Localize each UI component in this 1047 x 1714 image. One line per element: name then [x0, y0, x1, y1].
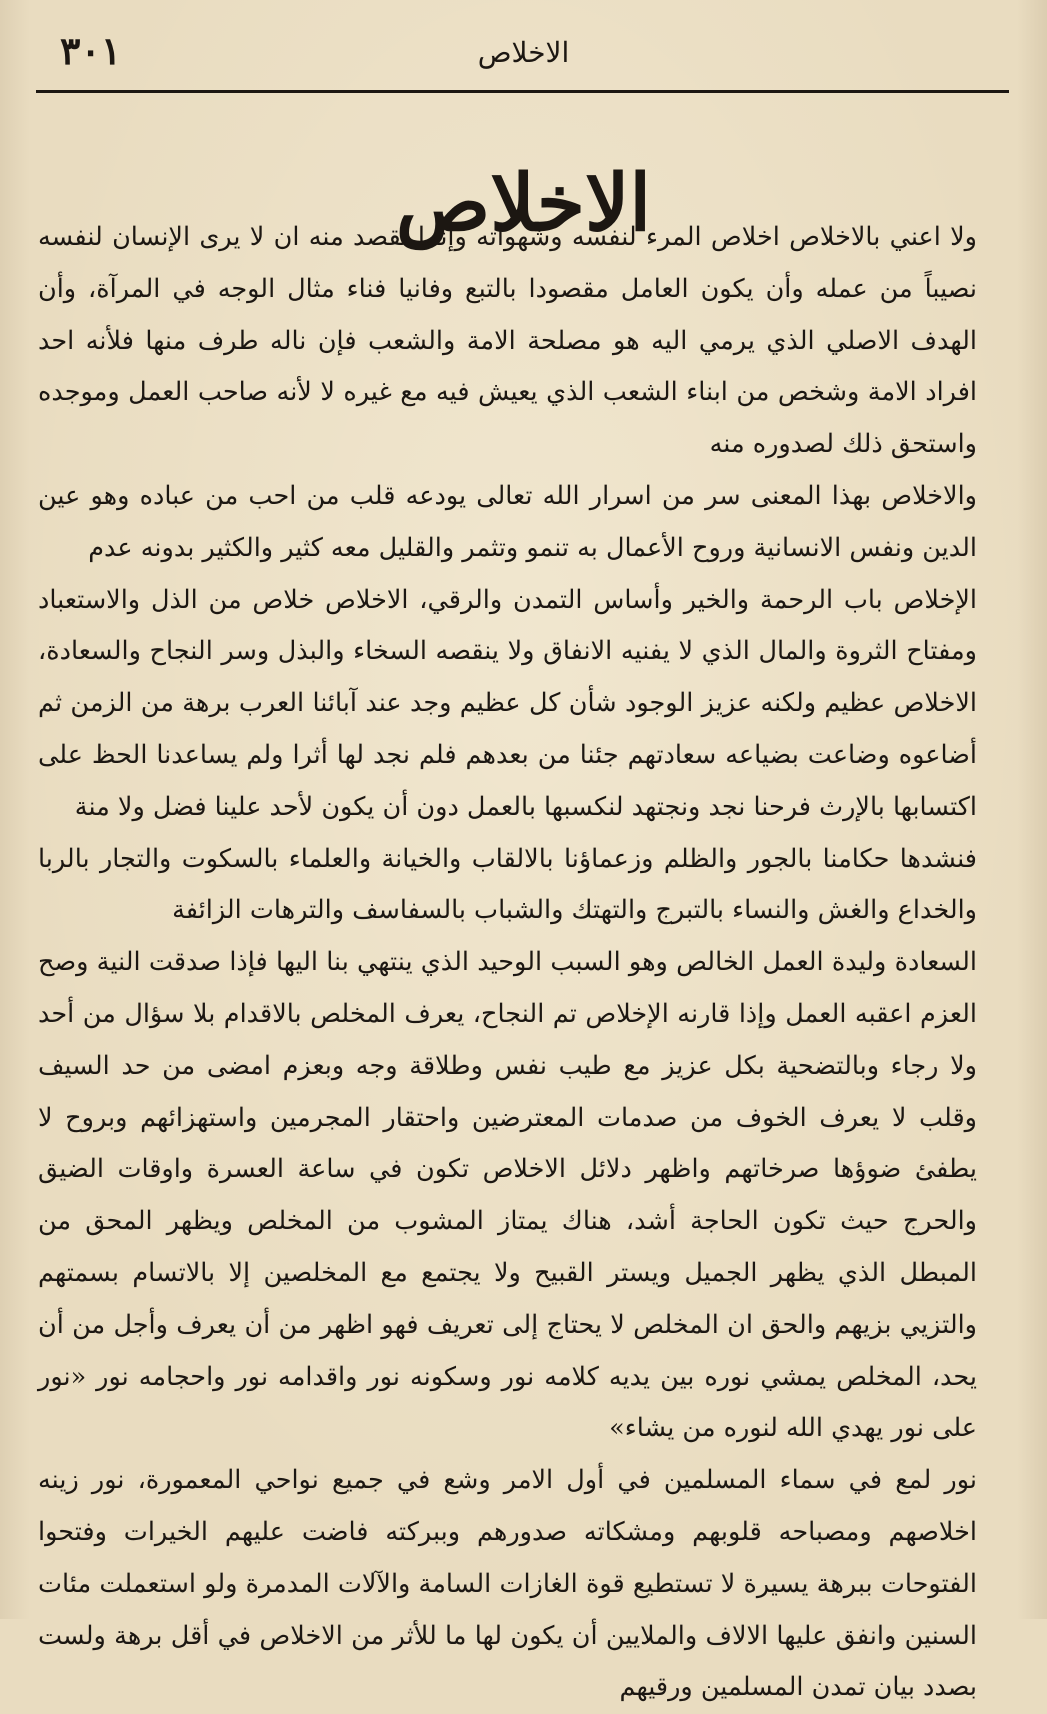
paragraph: فنشدها حكامنا بالجور والظلم وزعماؤنا بالالقاب والخيانة والعلماء بالسكوت والتجار بالربا والخداع والغش والنساء بالتبرج والتهتك والشباب بالسفاسف والترهات الزائفة [38, 843, 978, 926]
page-number: ٣٠١ [60, 28, 122, 73]
paragraph: الإخلاص باب الرحمة والخير وأساس التمدن والرقي، الاخلاص خلاص من الذل والاستعباد ومفتاح الثروة والمال الذي لا يفنيه الانفاق ولا ينقصه السخاء والبذل وسر النجاح والسعادة، الاخلاص عظيم ولكنه عزيز الوجود شأن كل عظيم وجد عند آبائنا العرب برهة من الزمن ثم أضاعوه وضاعت بضياعه سعادتهم جئنا من بعدهم فلم نجد لها أثرا ولم يساعدنا الحظ على اكتسابها بالإرث فرحنا نجد ونجتهد لنكسبها بالعمل دون أن يكون لأحد علينا فضل ولا منة [38, 584, 977, 822]
paragraph: نور لمع في سماء المسلمين في أول الامر وشع في جميع نواحي المعمورة، نور زينه اخلاصهم ومصباحه قلوبهم ومشكاته صدورهم وببركته فاضت عليهم الخيرات وفتحوا الفتوحات ببرهة يسيرة لا تستطيع قوة الغازات السامة والآلات المدمرة ولو استعملت مئات السنين وانفق عليها الالاف والملايين أن يكون لها ما للأثر من الاخلاص في أقل برهة ولست بصدد بيان تمدن المسلمين ورقيهم [38, 1465, 977, 1703]
header-rule [36, 90, 1009, 93]
article-body [38, 212, 977, 1714]
paragraph: والاخلاص بهذا المعنى سر من اسرار الله تعالى يودعه قلب من احب من عباده وهو عين الدين ونفس الانسانية وروح الأعمال به تنمو وتثمر والقليل معه كثير والكثير بدونه عدم [38, 480, 977, 563]
running-title: الاخلاص [477, 36, 570, 69]
article-title: الاخلاص [395, 158, 652, 250]
running-header [38, 22, 1009, 84]
paragraph: السعادة وليدة العمل الخالص وهو السبب الوحيد الذي ينتهي بنا اليها فإذا صدقت النية وصح العزم اعقبه العمل وإذا قارنه الإخلاص تم النجاح، يعرف المخلص بالاقدام بلا سؤال من أحد ولا رجاء وبالتضحية بكل عزيز مع طيب نفس وطلاقة وجه وبعزم امضى من حد السيف وقلب لا يعرف الخوف من صدمات المعترضين واحتقار المجرمين واستهزائهم وبروح لا يطفئ ضوؤها صرخاتهم واظهر دلائل الاخلاص تكون في ساعة العسرة واوقات الضيق والحرج حيث تكون الحاجة أشد، هناك يمتاز المشوب من المخلص ويظهر المحق من المبطل الذي يظهر الجميل ويستر القبيح ولا يجتمع مع المخلصين إلا بالاتسام بسمتهم والتزيي بزيهم والحق ان المخلص لا يحتاج إلى تعريف فهو اظهر من أن يعرف وأجل من أن يحد، المخلص يمشي نوره بين يديه كلامه نور وسكونه نور واقدامه نور واحجامه نور «نور على نور يهدي الله لنوره من يشاء» [38, 947, 977, 1444]
paragraph: ولا اعني بالاخلاص اخلاص المرء لنفسه وشهواته وإنما نقصد منه ان لا يرى الإنسان لنفسه نصيباً من عمله وأن يكون العامل مقصودا بالتبع وفانيا فناء مثال الوجه في المرآة، وأن الهدف الاصلي الذي يرمي اليه هو مصلحة الامة والشعب فإن ناله طرف منها فلأنه احد افراد الامة وشخص من ابناء الشعب الذي يعيش فيه مع غيره لا لأنه صاحب العمل وموجده واستحق ذلك لصدوره منه [38, 222, 977, 460]
